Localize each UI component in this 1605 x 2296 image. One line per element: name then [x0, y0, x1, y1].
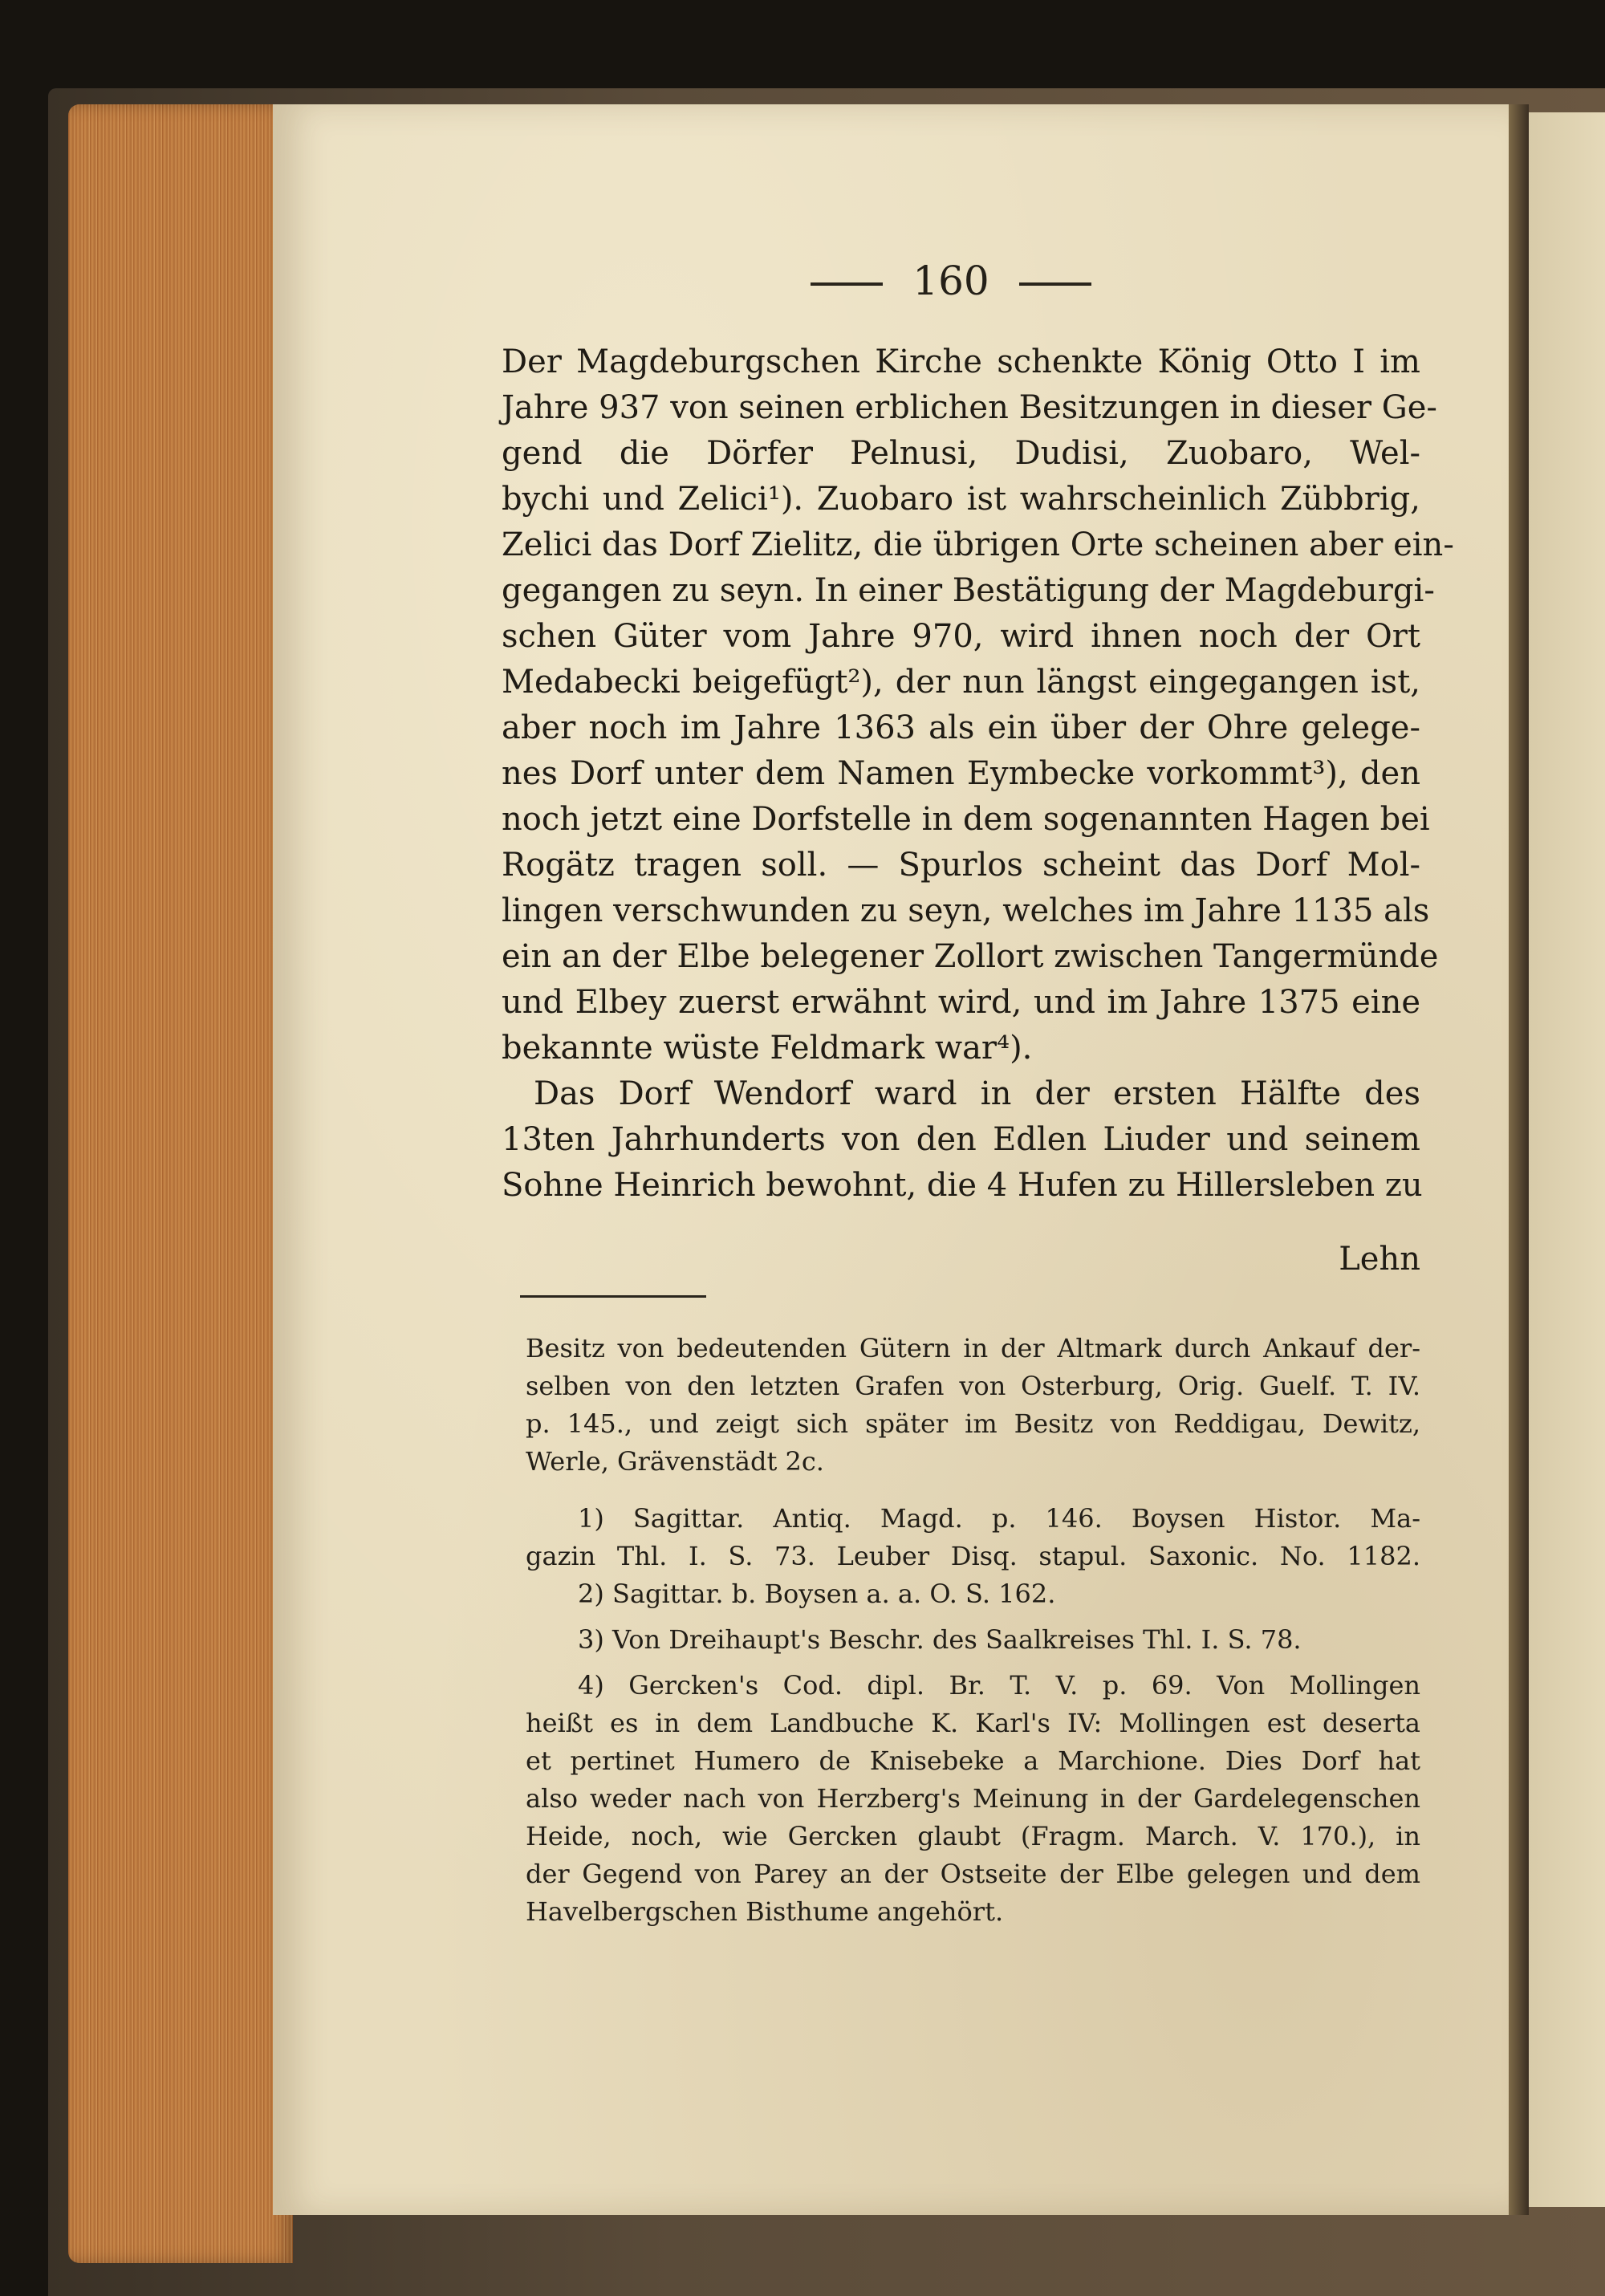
footnote-line: Werle, Grävenstädt 2c.: [526, 1446, 824, 1477]
text-line: Medabecki beigefügt²), der nun längst eingegangen ist,: [502, 664, 1420, 701]
footnote-line: der Gegend von Parey an der Ostseite der Elbe gelegen und dem: [526, 1859, 1420, 1889]
footnote-line: heißt es in dem Landbuche K. Karl's IV: Mollingen est deserta: [526, 1708, 1420, 1738]
text-line: Rogätz tragen soll. — Spurlos scheint das Dorf Mol-: [502, 847, 1420, 884]
text-line: 13ten Jahrhunderts von den Edlen Liuder und seinem: [502, 1121, 1420, 1158]
footnote-divider: [520, 1295, 706, 1298]
text-line: ein an der Elbe belegener Zollort zwischen Tangermünde: [502, 938, 1439, 975]
footnote-line: p. 145., und zeigt sich später im Besitz von Reddigau, Dewitz,: [526, 1408, 1420, 1439]
text-line: Zelici das Dorf Zielitz, die übrigen Orte scheinen aber ein-: [502, 526, 1454, 563]
facing-page-edge: [1529, 112, 1605, 2207]
text-line: lingen verschwunden zu seyn, welches im Jahre 1135 als: [502, 892, 1430, 929]
text-line: bekannte wüste Feldmark war⁴).: [502, 1030, 1033, 1067]
text-line: aber noch im Jahre 1363 als ein über der Ohre gelege-: [502, 709, 1420, 746]
text-line: Der Magdeburgschen Kirche schenkte König Otto I im: [502, 343, 1420, 380]
page-number: 160: [811, 249, 1091, 313]
footnote-line: Havelbergschen Bisthume angehört.: [526, 1896, 1004, 1927]
text-line: schen Güter vom Jahre 970, wird ihnen noch der Ort: [502, 618, 1420, 655]
footnote-line: 4) Gercken's Cod. dipl. Br. T. V. p. 69. Von Mollingen: [578, 1670, 1420, 1701]
footnote-line: gazin Thl. I. S. 73. Leuber Disq. stapul. Saxonic. No. 1182.: [526, 1541, 1420, 1571]
text-line: bychi und Zelici¹). Zuobaro ist wahrscheinlich Zübbrig,: [502, 481, 1420, 518]
footnote-line: 3) Von Dreihaupt's Beschr. des Saalkreises Thl. I. S. 78.: [578, 1624, 1302, 1655]
catchword: Lehn: [1339, 1241, 1420, 1278]
footnote-line: selben von den letzten Grafen von Osterburg, Orig. Guelf. T. IV.: [526, 1371, 1420, 1401]
page-edges: [68, 104, 293, 2263]
text-line: Jahre 937 von seinen erblichen Besitzungen in dieser Ge-: [502, 389, 1437, 426]
footnote-line: also weder nach von Herzberg's Meinung in der Gardelegenschen: [526, 1783, 1420, 1814]
text-line: Sohne Heinrich bewohnt, die 4 Hufen zu Hillersleben zu: [502, 1167, 1423, 1204]
book-gutter: [1509, 104, 1529, 2215]
footnote-line: 2) Sagittar. b. Boysen a. a. O. S. 162.: [578, 1579, 1056, 1609]
text-line: Das Dorf Wendorf ward in der ersten Hälfte des: [534, 1075, 1420, 1112]
text-line: gegangen zu seyn. In einer Bestätigung der Magdeburgi-: [502, 572, 1435, 609]
text-line: gend die Dörfer Pelnusi, Dudisi, Zuobaro, Wel-: [502, 435, 1420, 472]
text-line: noch jetzt eine Dorfstelle in dem sogenannten Hagen bei: [502, 801, 1430, 838]
text-line: nes Dorf unter dem Namen Eymbecke vorkommt³), den: [502, 755, 1420, 792]
footnote-line: Heide, noch, wie Gercken glaubt (Fragm. March. V. 170.), in: [526, 1821, 1420, 1851]
footnote-line: Besitz von bedeutenden Gütern in der Altmark durch Ankauf der-: [526, 1333, 1420, 1363]
footnote-line: 1) Sagittar. Antiq. Magd. p. 146. Boysen Histor. Ma-: [578, 1503, 1420, 1534]
text-line: und Elbey zuerst erwähnt wird, und im Jahre 1375 eine: [502, 984, 1420, 1021]
footnote-line: et pertinet Humero de Knisebeke a Marchione. Dies Dorf hat: [526, 1745, 1420, 1776]
